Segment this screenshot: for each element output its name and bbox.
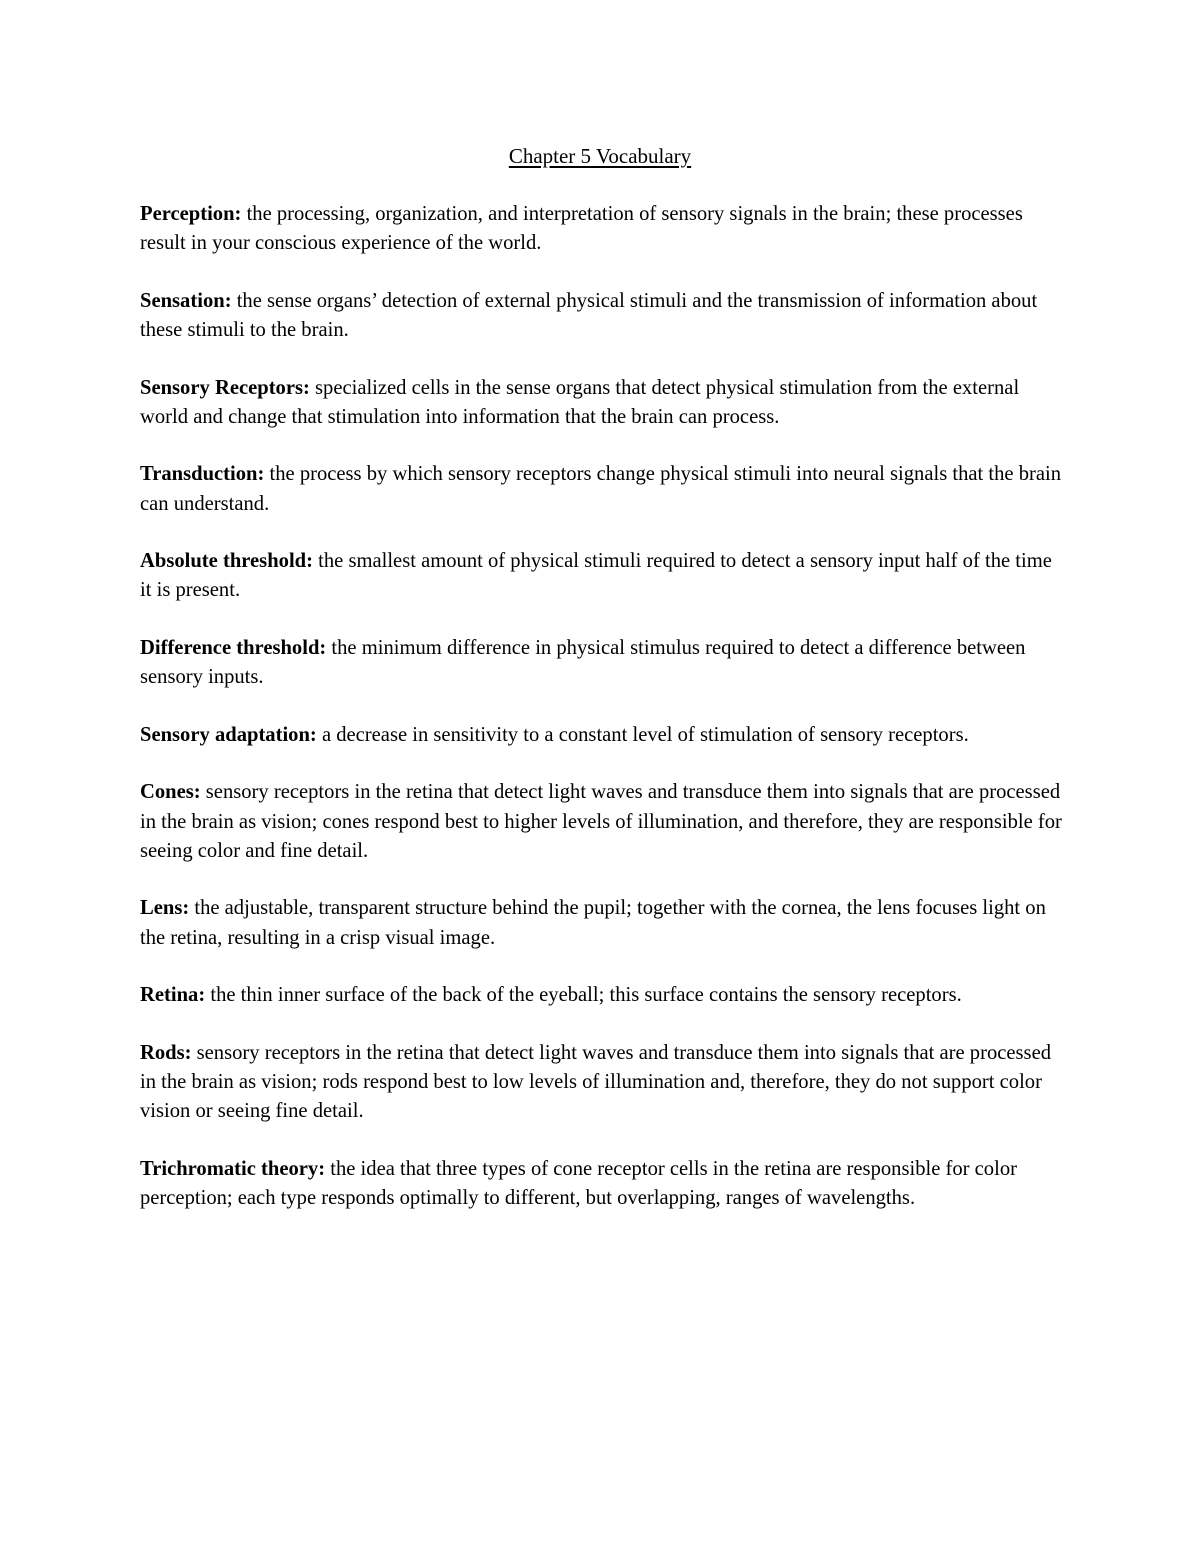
- vocab-definition: the sense organs’ detection of external physical stimuli and the transmission of information about these stimuli to the brain.: [140, 289, 1038, 341]
- vocab-entry-transduction: [140, 460, 1065, 518]
- vocab-term: Rods:: [140, 1041, 192, 1064]
- vocab-entry-perception: [140, 200, 1065, 258]
- vocab-definition: specialized cells in the sense organs that detect physical stimulation from the external world and change that stimulation into information that the brain can process.: [140, 376, 1020, 428]
- vocab-entry-sensory-adaptation: [140, 721, 1065, 750]
- vocab-term: Trichromatic theory:: [140, 1157, 326, 1180]
- vocab-definition: the thin inner surface of the back of the eyeball; this surface contains the sensory receptors.: [205, 984, 962, 1007]
- vocab-term: Cones:: [140, 781, 201, 804]
- vocab-entry-cones: [140, 778, 1065, 866]
- vocab-definition: the process by which sensory receptors change physical stimuli into neural signals that the brain can understand.: [140, 463, 1062, 515]
- vocab-term: Transduction:: [140, 463, 265, 486]
- vocab-term: Sensory Receptors:: [140, 376, 310, 399]
- vocab-definition: sensory receptors in the retina that detect light waves and transduce them into signals that are processed in the brain as vision; cones respond best to higher levels of illumination, and therefore, they are responsible for seeing color and fine detail.: [140, 781, 1062, 862]
- vocab-entry-sensory-receptors: [140, 374, 1065, 432]
- vocab-term: Sensation:: [140, 289, 232, 312]
- vocab-entry-sensation: [140, 287, 1065, 345]
- vocab-term: Lens:: [140, 897, 190, 920]
- vocab-entry-absolute-threshold: [140, 547, 1065, 605]
- vocabulary-list: [140, 200, 1065, 1242]
- vocab-term: Perception:: [140, 203, 242, 225]
- vocab-definition: the minimum difference in physical stimulus required to detect a difference between sensory inputs.: [140, 636, 1026, 689]
- vocab-entry-rods: [140, 1039, 1065, 1127]
- vocab-definition: sensory receptors in the retina that detect light waves and transduce them into signals that are processed in the brain as vision; rods respond best to low levels of illumination and, therefore, they do not support color vision or seeing fine detail.: [140, 1041, 1052, 1123]
- vocab-entry-trichromatic-theory: [140, 1155, 1065, 1213]
- vocab-entry-lens: [140, 894, 1065, 952]
- vocab-definition: the processing, organization, and interpretation of sensory signals in the brain; these processes result in your conscious experience of the world.: [140, 203, 1023, 255]
- vocab-definition: the adjustable, transparent structure behind the pupil; together with the cornea, the lens focuses light on the retina, resulting in a crisp visual image.: [140, 897, 1046, 949]
- vocab-entry-retina: [140, 981, 1065, 1010]
- vocab-entry-difference-threshold: [140, 634, 1065, 692]
- vocab-definition: the idea that three types of cone receptor cells in the retina are responsible for color perception; each type responds optimally to different, but overlapping, ranges of wavelengths.: [140, 1157, 1017, 1209]
- vocab-term: Difference threshold:: [140, 636, 327, 659]
- document-title: Chapter 5 Vocabulary: [508, 144, 692, 168]
- vocab-term: Sensory adaptation:: [140, 723, 317, 746]
- vocab-definition: a decrease in sensitivity to a constant level of stimulation of sensory receptors.: [316, 723, 969, 746]
- vocab-definition: the smallest amount of physical stimuli required to detect a sensory input half of the time it is present.: [140, 550, 1052, 602]
- vocab-term: Absolute threshold:: [140, 550, 313, 573]
- vocab-term: Retina:: [140, 984, 206, 1007]
